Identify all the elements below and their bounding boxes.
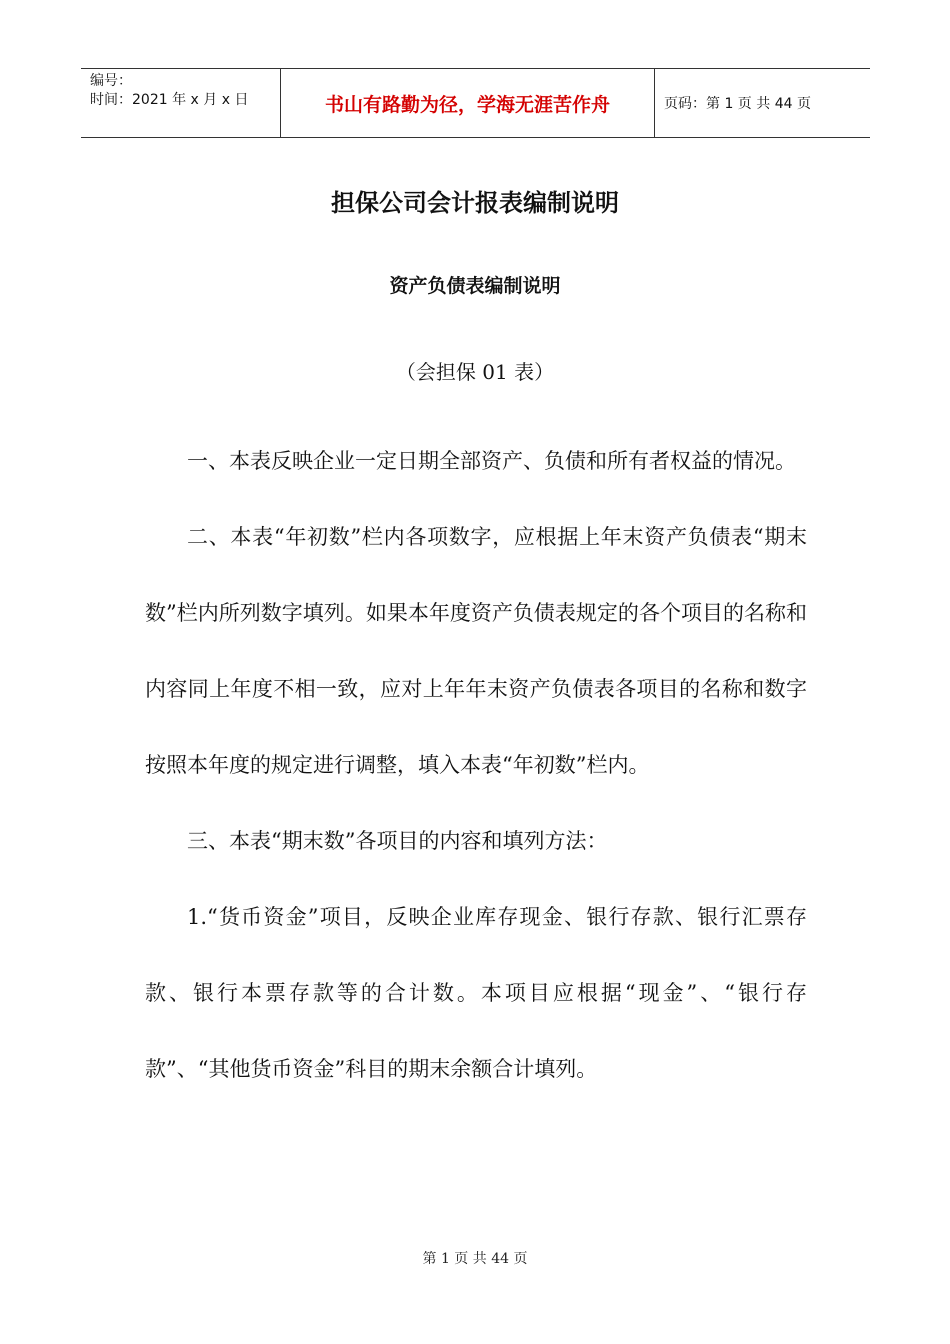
document-subtitle: 资产负债表编制说明 bbox=[389, 275, 561, 297]
document-body bbox=[145, 423, 807, 1107]
page-header bbox=[81, 68, 870, 138]
page-footer: 第 1 页 共 44 页 bbox=[422, 1251, 528, 1267]
form-code: （会担保 01 表） bbox=[395, 360, 555, 384]
header-page-code: 页码：第 1 页 共 44 页 bbox=[664, 96, 811, 112]
paragraph: 三、本表“期末数”各项目的内容和填列方法： bbox=[187, 829, 608, 853]
header-motto: 书山有路勤为径，学海无涯苦作舟 bbox=[281, 69, 655, 137]
paragraph: 1.“货币资金”项目，反映企业库存现金、银行存款、银行汇票存款、银行本票存款等的合计数。本项目应根据“现金”、“银行存款”、“其他货币资金”科目的期末余额合计填列。 bbox=[145, 905, 807, 1081]
paragraph: 二、本表“年初数”栏内各项数字，应根据上年末资产负债表“期末数”栏内所列数字填列。如果本年度资产负债表规定的各个项目的名称和内容同上年度不相一致，应对上年年末资产负债表各项目的名称和数字按照本年度的规定进行调整，填入本表“年初数”栏内。 bbox=[145, 525, 807, 777]
serial-number-label: 编号： bbox=[90, 73, 132, 89]
paragraph: 一、本表反映企业一定日期全部资产、负债和所有者权益的情况。 bbox=[187, 449, 796, 473]
header-meta bbox=[81, 69, 281, 137]
document-title: 担保公司会计报表编制说明 bbox=[331, 188, 619, 217]
date-label: 时间：2021 年 x 月 x 日 bbox=[90, 92, 249, 108]
